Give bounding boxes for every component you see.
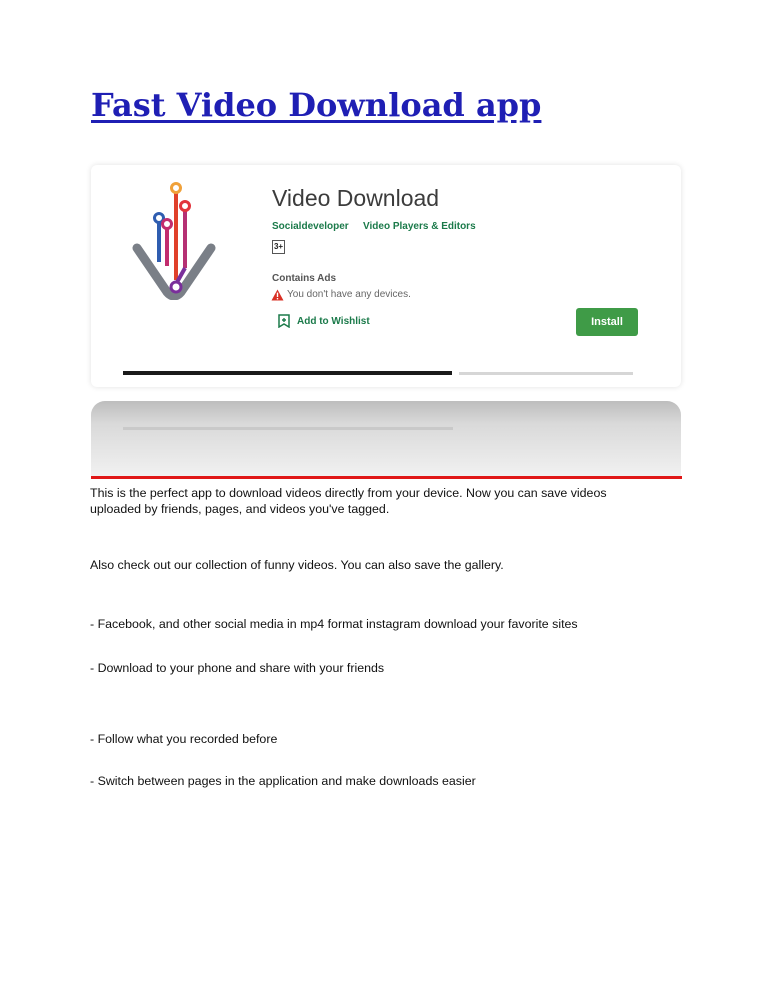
developer-link[interactable]: Socialdeveloper [272, 221, 349, 232]
bookmark-add-icon[interactable] [278, 314, 290, 328]
install-button[interactable]: Install [576, 308, 638, 336]
page-title: Fast Video Download app [91, 86, 542, 124]
divider [123, 427, 453, 430]
divider [459, 372, 633, 375]
divider [123, 371, 452, 375]
app-name: Video Download [272, 185, 440, 211]
no-devices-message: You don't have any devices. [287, 289, 411, 300]
bullet-item: - Download to your phone and share with your friends [90, 661, 385, 675]
bullet-item: - Follow what you recorded before [90, 732, 278, 746]
add-to-wishlist-button[interactable]: Add to Wishlist [297, 316, 370, 327]
app-store-screenshot [91, 165, 681, 387]
content-rating-badge: 3+ [272, 240, 285, 254]
bullet-item: - Facebook, and other social media in mp4 format instagram download your favorite sites [90, 617, 578, 631]
bullet-item: - Switch between pages in the application and make downloads easier [90, 774, 476, 788]
video-download-logo-icon [129, 180, 219, 300]
also-paragraph: Also check out our collection of funny videos. You can also save the gallery. [90, 558, 504, 572]
warning-icon [271, 289, 284, 301]
intro-paragraph-line2: uploaded by friends, pages, and videos you've tagged. [90, 502, 390, 516]
red-rule [91, 476, 682, 479]
intro-paragraph-line1: This is the perfect app to download videos directly from your device. Now you can save videos [90, 486, 607, 500]
category-link[interactable]: Video Players & Editors [363, 221, 476, 232]
contains-ads-label: Contains Ads [272, 273, 337, 284]
screenshot-reflection [91, 401, 681, 476]
